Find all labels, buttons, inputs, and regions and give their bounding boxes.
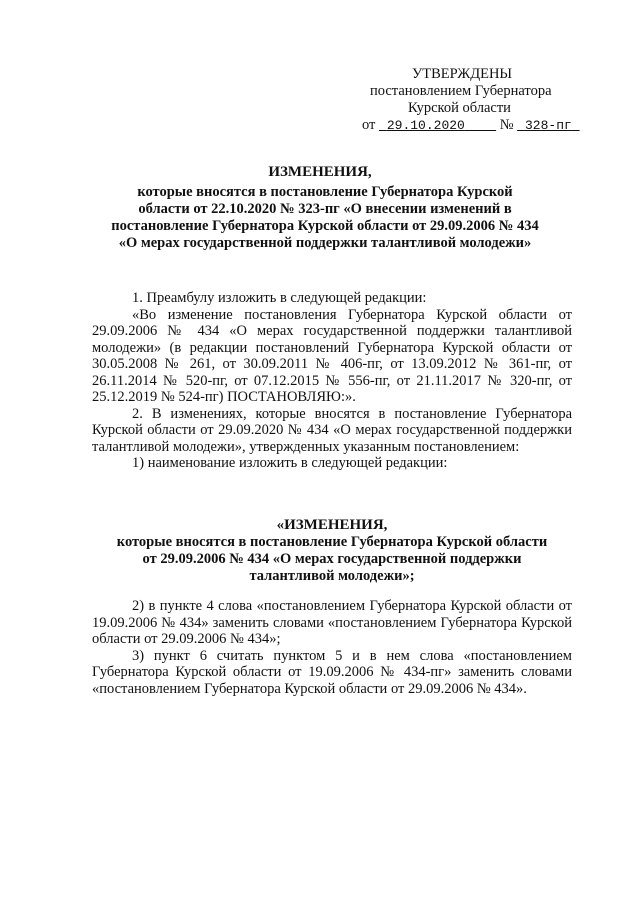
- approval-number: 328-пг: [524, 118, 572, 133]
- approval-date: 29.10.2020: [386, 118, 465, 133]
- paragraph: 1) наименование изложить в следующей редакции:: [132, 455, 448, 471]
- approval-heading: УТВЕРЖДЕНЫ: [412, 66, 513, 82]
- body-section-2: [92, 598, 572, 697]
- body-section-1: [92, 290, 572, 472]
- date-prefix: от: [362, 117, 376, 133]
- paragraph: 2. В изменениях, которые вносятся в постановление Губернатора Курской области от 29.09.2020 № 434 «О мерах государственной поддержки талантливой молодежи», утвержденных указанным постановлением:: [92, 405, 572, 455]
- quoted-title-line: которые вносятся в постановление Губернатора Курской области: [116, 534, 548, 550]
- paragraph: 1. Преамбулу изложить в следующей редакции:: [132, 290, 427, 306]
- paragraph: 3) пункт 6 считать пунктом 5 и в нем слова «постановлением Губернатора Курской области от 19.09.2006 № 434-пг» заменить словами «постановлением Губернатора Курской области от 29.09.2006 № 434».: [92, 647, 572, 697]
- paragraph: 2) в пункте 4 слова «постановлением Губернатора Курской области от 19.09.2006 № 434» заменить словами «постановлением Губернатора Курской области от 29.09.2006 № 434»;: [92, 598, 572, 647]
- quoted-title-line: «ИЗМЕНЕНИЯ,: [276, 517, 388, 533]
- document-title: ИЗМЕНЕНИЯ,: [268, 164, 372, 180]
- approval-authority: постановлением Губернатора: [370, 83, 552, 99]
- number-prefix: №: [499, 117, 514, 133]
- document-subtitle: которые вносятся в постановление Губернатора Курской области от 22.10.2020 № 323-пг «О внесении изменений в постановление Губернатора Курской области от 29.09.2006 № 434 «О мерах государственной поддержки талантливой молодежи»: [111, 184, 539, 251]
- approval-date-line: [362, 117, 580, 134]
- quoted-title-line: от 29.09.2006 № 434 «О мерах государственной поддержки: [142, 551, 522, 567]
- approval-region: Курской области: [408, 100, 511, 116]
- quoted-title-line: талантливой молодежи»;: [249, 568, 415, 584]
- paragraph: «Во изменение постановления Губернатора Курской области от 29.09.2006 № 434 «О мерах государственной поддержки талантливой молодежи» (в редакции постановлений Губернатора Курской области от 30.05.2008 № 261, от 30.09.2011 № 406-пг, от 13.09.2012 № 361-пг, от 26.11.2014 № 520-пг, от 07.12.2015 № 556-пг, от 21.11.2017 № 320-пг, от 25.12.2019 № 524-пг) ПОСТАНОВЛЯЮ:».: [92, 306, 572, 405]
- quoted-title: [92, 517, 572, 585]
